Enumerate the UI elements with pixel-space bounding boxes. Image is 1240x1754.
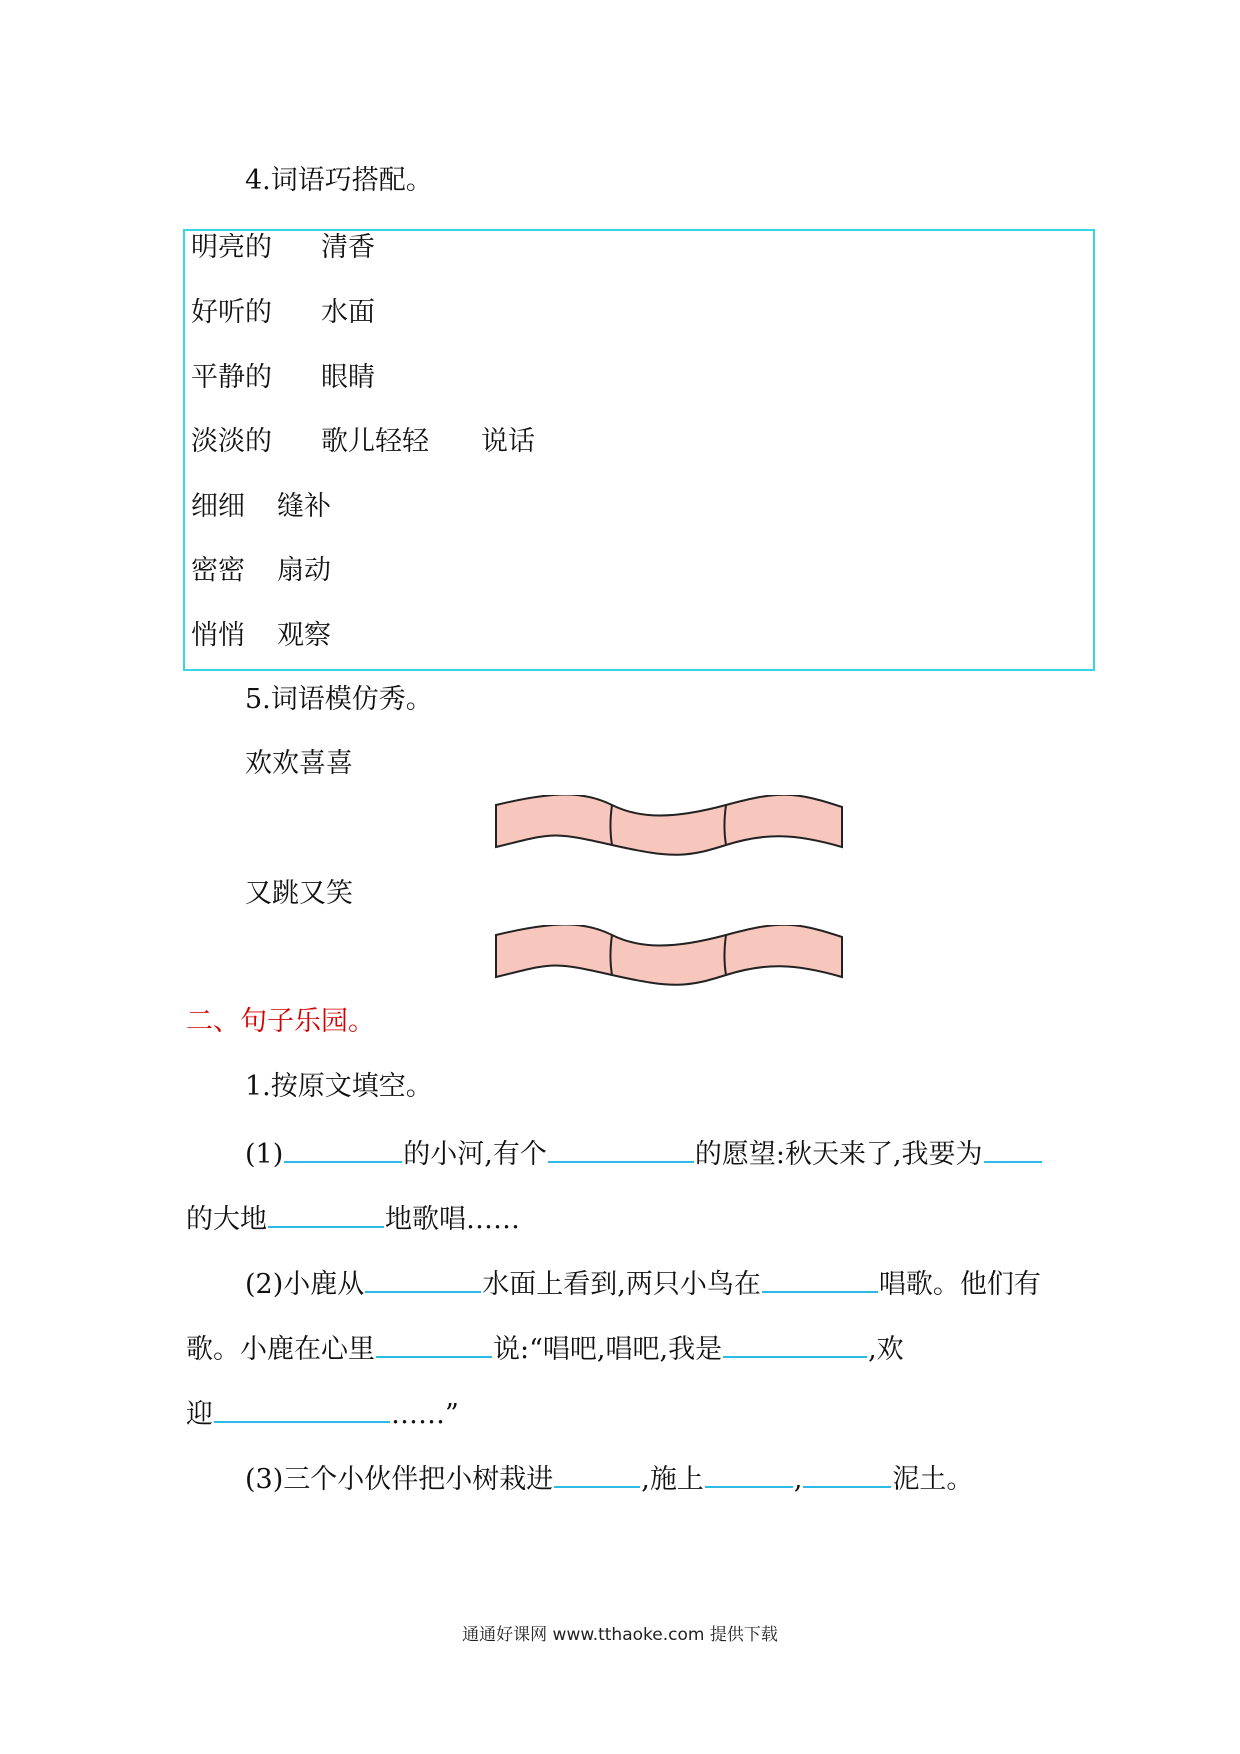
word: 密密 — [191, 555, 245, 586]
word: 淡淡的 — [191, 426, 272, 457]
sentence-1-line-1: (1) 的小河,有个 的愿望:秋天来了,我要为 — [245, 1135, 1043, 1172]
sentence-2-line-3: 迎 ……” — [186, 1395, 459, 1432]
word: 眼睛 — [321, 362, 375, 393]
sentence-2-line-2: 歌。小鹿在心里 说:“唱吧,唱吧,我是 ,欢 — [186, 1330, 904, 1367]
sentence-1-line-2: 的大地 地歌唱…… — [186, 1200, 520, 1237]
answer-blank[interactable] — [284, 1135, 402, 1163]
answer-blank[interactable] — [803, 1460, 891, 1488]
answer-blank[interactable] — [984, 1135, 1042, 1163]
answer-blank[interactable] — [376, 1330, 492, 1358]
answer-blank[interactable] — [548, 1135, 694, 1163]
answer-blank[interactable] — [554, 1460, 640, 1488]
answer-blank[interactable] — [214, 1395, 390, 1423]
answer-blank[interactable] — [705, 1460, 793, 1488]
section-heading: 二、句子乐园。 — [186, 1006, 375, 1037]
word: 观察 — [277, 620, 331, 651]
word: 好听的 — [191, 297, 272, 328]
q5-example-1: 欢欢喜喜 — [245, 748, 353, 779]
word: 缝补 — [277, 491, 331, 522]
word: 说话 — [481, 426, 535, 457]
ribbon-answer-box-1 — [494, 795, 844, 857]
q5-title: 5.词语模仿秀。 — [245, 684, 433, 715]
ribbon-answer-box-2 — [494, 925, 844, 987]
q4-title: 4.词语巧搭配。 — [245, 165, 433, 196]
sentence-2-line-1: (2)小鹿从 水面上看到,两只小鸟在 唱歌。他们有 — [245, 1265, 1041, 1302]
word: 悄悄 — [191, 620, 245, 651]
word: 水面 — [321, 297, 375, 328]
word: 明亮的 — [191, 232, 272, 263]
answer-blank[interactable] — [268, 1200, 384, 1228]
word-match-box — [183, 229, 1095, 671]
answer-blank[interactable] — [762, 1265, 878, 1293]
answer-blank[interactable] — [723, 1330, 867, 1358]
sentence-3: (3)三个小伙伴把小树栽进 ,施上 , 泥土。 — [245, 1460, 973, 1497]
answer-blank[interactable] — [365, 1265, 481, 1293]
word: 扇动 — [277, 555, 331, 586]
footer-watermark: 通通好课网 www.tthaoke.com 提供下载 — [462, 1625, 778, 1645]
q5-example-2: 又跳又笑 — [245, 878, 353, 909]
word: 细细 — [191, 491, 245, 522]
word: 清香 — [321, 232, 375, 263]
fill-title: 1.按原文填空。 — [245, 1071, 433, 1102]
word: 歌儿轻轻 — [321, 426, 429, 457]
word: 平静的 — [191, 362, 272, 393]
